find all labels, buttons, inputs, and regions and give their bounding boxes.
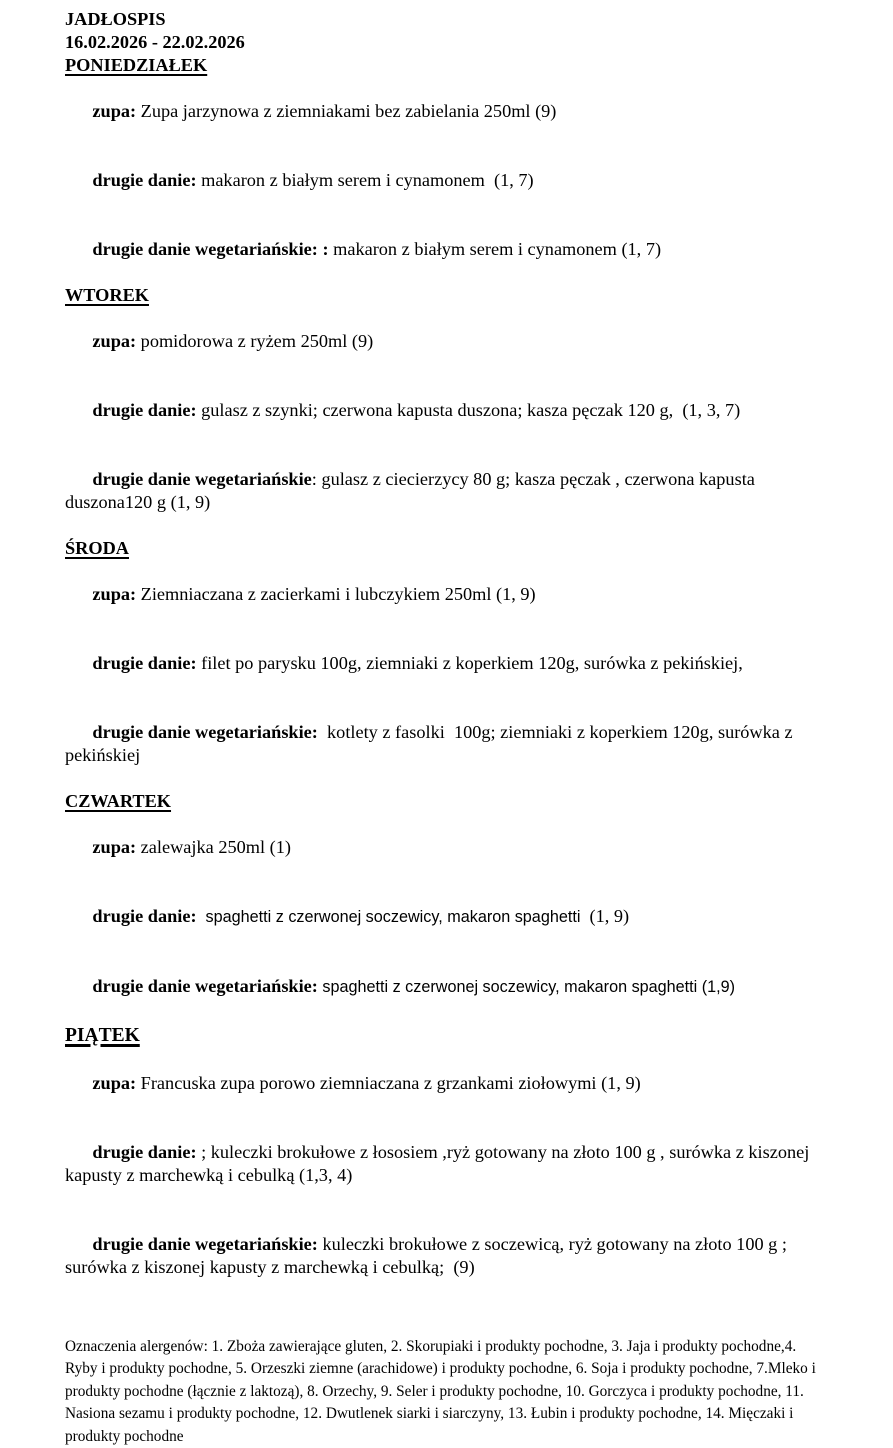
course-label: drugie danie wegetariańskie: (92, 722, 318, 742)
menu-title: JADŁOSPIS (65, 9, 166, 29)
course-label: drugie danie: (92, 906, 197, 926)
course-text: gulasz z szynki; czerwona kapusta duszona; kasza pęczak 120 g, (1, 3, 7) (196, 400, 741, 420)
weekly-menu (65, 8, 829, 1448)
course-text: filet po parysku 100g, ziemniaki z koperkiem 120g, surówka z pekińskiej, (196, 653, 743, 673)
day-header-piatek (65, 1022, 829, 1049)
course-text: kotlety z fasolki 100g; ziemniaki z koperkiem 120g, surówka z pekińskiej (65, 722, 798, 765)
menu-date-range: 16.02.2026 - 22.02.2026 (65, 32, 245, 52)
course-text-suffix: (1, 9) (584, 906, 630, 926)
course-text: : gulasz z ciecierzycy 80 g; kasza pęczak , czerwona kapusta duszona120 g (1, 9) (65, 469, 760, 512)
day-name: PIĄTEK (65, 1025, 140, 1046)
course-text: Ziemniaczana z zacierkami i lubczykiem 250ml (1, 9) (136, 584, 536, 604)
course-line-soup (65, 813, 829, 882)
course-label: zupa: (92, 331, 137, 351)
course-text: spaghetti z czerwonej soczewicy, makaron spaghetti (1,9) (317, 978, 736, 996)
course-line-veg (65, 215, 829, 284)
course-text: spaghetti z czerwonej soczewicy, makaron spaghetti (196, 908, 585, 926)
day-header-wtorek (65, 284, 829, 307)
day-name: CZWARTEK (65, 791, 172, 811)
course-label: zupa: (92, 837, 137, 857)
course-label: drugie danie: (92, 1142, 197, 1162)
course-line-veg (65, 445, 829, 537)
course-line-veg (65, 952, 829, 1022)
course-text: zalewajka 250ml (1) (136, 837, 291, 857)
course-line-veg (65, 1210, 829, 1302)
course-label: zupa: (92, 584, 137, 604)
course-line-main (65, 376, 829, 445)
course-text: Francuska zupa porowo ziemniaczana z grzankami ziołowymi (1, 9) (136, 1073, 641, 1093)
course-label: drugie danie: (92, 400, 197, 420)
course-text: pomidorowa z ryżem 250ml (9) (136, 331, 374, 351)
day-name: ŚRODA (65, 538, 129, 558)
course-line-main (65, 146, 829, 215)
course-label: drugie danie wegetariańskie: : (92, 239, 329, 259)
day-header-czwartek (65, 790, 829, 813)
course-line-main (65, 882, 829, 952)
course-label: drugie danie: (92, 170, 197, 190)
allergens-note: Oznaczenia alergenów: 1. Zboża zawierające gluten, 2. Skorupiaki i produkty pochodne, 3. Jaja i produkty pochodne,4. Ryby i produkty pochodne, 5. Orzeszki ziemne (arachidowe) i produkty pochodne, 6. Soja i produkty pochodne, 7.Mleko i produkty pochodne (łącznie z laktozą), 8. Orzechy, 9. Seler i produkty pochodne, 10. Gorczyca i produkty pochodne, 11. Nasiona sezamu i produkty pochodne, 12. Dwutlenek siarki i siarczyny, 13. Łubin i produkty pochodne, 14. Mięczaki i produkty pochodne (65, 1338, 820, 1445)
course-text: kuleczki brokułowe z soczewicą, ryż gotowany na złoto 100 g ; surówka z kiszonej kapusty z marchewką i cebulką; (9) (65, 1234, 792, 1277)
day-header-poniedzialek (65, 54, 829, 77)
course-line-main (65, 629, 829, 698)
course-text: makaron z białym serem i cynamonem (1, 7) (328, 239, 662, 259)
course-label: zupa: (92, 101, 137, 121)
course-line-main (65, 1118, 829, 1210)
course-line-soup (65, 307, 829, 376)
course-text: Zupa jarzynowa z ziemniakami bez zabielania 250ml (9) (136, 101, 557, 121)
course-line-veg (65, 698, 829, 790)
course-label: drugie danie: (92, 653, 197, 673)
course-line-soup (65, 77, 829, 146)
course-text: makaron z białym serem i cynamonem (1, 7) (196, 170, 534, 190)
course-line-soup (65, 560, 829, 629)
day-header-sroda (65, 537, 829, 560)
course-label: drugie danie wegetariańskie: (92, 976, 318, 996)
day-name: WTOREK (65, 285, 149, 305)
course-text: ; kuleczki brokułowe z łososiem ,ryż gotowany na złoto 100 g , surówka z kiszonej kapusty z marchewką i cebulką (1,3, 4) (65, 1142, 814, 1185)
course-line-soup (65, 1049, 829, 1118)
day-name: PONIEDZIAŁEK (65, 55, 208, 75)
course-label: zupa: (92, 1073, 137, 1093)
course-label: drugie danie wegetariańskie: (92, 1234, 318, 1254)
course-label: drugie danie wegetariańskie (92, 469, 312, 489)
